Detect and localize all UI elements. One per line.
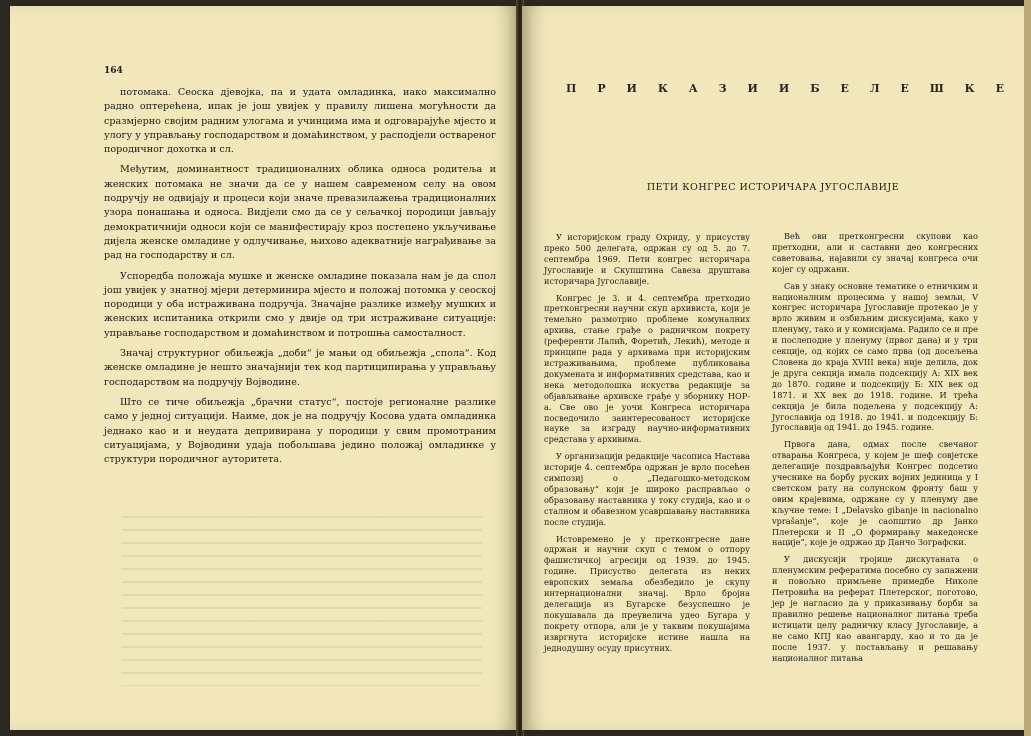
paragraph: Већ ови претконгресни скупови као претходни, али и саставни део конгресних саветовања, најавили су значај конгреса очи којег су одржани. — [772, 231, 978, 274]
page-number: 164 — [104, 66, 123, 76]
paragraph: У дискусији тројице дискутаната о пленумским рефератима посебно су запажени и повољно примљене примедбе Николе Петровића на реферат Плетерског, поготово, јер је нагласио да у приказивању борби за правилно решење националног питања треба истицати целу радничку класу Југославије, а не само КПЈ као авангарду, као и то да је после 1937. у постављању и решавању националног питања — [772, 554, 978, 663]
heading-letter: П — [566, 82, 579, 95]
heading-letter: К — [657, 82, 670, 95]
heading-letter: Р — [597, 82, 608, 95]
paragraph: Успоредба положаја мушке и женске омладине показала нам је да спол још увијек у знатној мјери детерминира мјесто и положај потомка у сеоској породици у оба истраживана подручја. Значајне разлике између мушких и женских испитаника открили смо у двије од три истраживане ситуације: управљање господарством и домаћинством и потрошња самосталност. — [104, 270, 496, 339]
left-page-body — [104, 86, 496, 473]
right-page — [522, 6, 1024, 730]
bleed-through-text — [122, 516, 482, 686]
paragraph: Међутим, доминантност традиционалних облика односа родитеља и женских потомака не значи да се у нашем савременом селу на овом подручју не одвијају и процеси који значе превазилажења традиционалних узора понашања и односа. Видјели смо да се у сељачкој породици јављају демократичнији односи који се манифестирају кроз постепено укључивање дијела женске омладине у одлучивање, њихово адекватније награђивање за рад на господарству и сл. — [104, 164, 496, 262]
text-column-2 — [772, 231, 978, 669]
heading-letter: Л — [869, 82, 882, 95]
paragraph: У организацији редакције часописа Настава историје 4. септембра одржан је врло посећен симпозиј о „Педагошко-методском образовању“ који је широко расправљао о образовању наставника у току студија, као и о сталном и обавезном усавршавању наставника после студија. — [544, 451, 750, 527]
paragraph: Истовремено је у претконгресне дане одржан и научни скуп с темом о отпору фашистичкој агресији од 1939. до 1945. године. Присуство делегата из неких европских земаља обезбедило је скупу интернационални значај. Врло бројна делегација из Бугарске безуспешно је покушавала да преувелича удео Бугара у покрету отпора, али је у таквим покушајима извргнута историјске истине нашла на једнодушну осуду присутних. — [544, 533, 750, 653]
section-heading — [566, 82, 1006, 95]
paragraph: У историјском граду Охриду, у присуству преко 500 делегата, одржан су од 5. до 7. септембра 1969. Пети конгрес историчара Југославије и Скупштина Савеза друштава историчара Југославије. — [544, 232, 750, 286]
paragraph: потомака. Сеоска дјевојка, па и удата омладинка, иако максимално радно оптерећена, ипак је још увијек у правилу лишена могућности да сразмјерно својим радним улогама и учинцима има и одговарајуће мјесто и улогу у управљању господарством и домаћинством, у расподјели оствареног породичног дохотка и сл. — [104, 87, 496, 156]
heading-letter: К — [964, 82, 977, 95]
paragraph: Конгрес је 3. и 4. септембра претходио претконгресни научни скуп архивиста, који је темељно размотрио проблеме комуналних архива, стање грађе о радничком покрету (референти Лалић, Форетић, Лекић), методе и принципе рада у архивама при историјским истраживањима, проблеме публиковања докумената и информативних средстава, као и нека методолошка искуства редакције за објављивање архивске грађе у зборнику НОР-а. Све ово је уочи Конгреса историчара посведочило заинтересованост историјске науке за изграду научно-информативних средстава у архивима. — [544, 292, 750, 445]
paragraph: Што се тиче обиљежја „брачни статус“, постоје регионалне разлике само у једној ситуацији. Наиме, док је на подручју Косова удата омладинка једнако као и и неудата депривирана у породици у свим промотраним ситуацијама, у Војводини удаја побољшава једино положај омладинке у структури породичног ауторитета. — [104, 396, 496, 466]
heading-letter: З — [718, 82, 729, 95]
heading-letter: Б — [810, 82, 822, 95]
heading-letter: Е — [995, 82, 1006, 95]
heading-letter: А — [688, 82, 700, 95]
paragraph: Значај структурног обиљежја „доби“ је мањи од обиљежја „спола“. Код женске омладине је нешто значајнији тек код партиципирања у управљању господарством на подручју Војводине. — [104, 348, 496, 388]
heading-letter: И — [747, 82, 760, 95]
heading-letter: Е — [840, 82, 851, 95]
heading-letter: Ш — [929, 82, 946, 95]
heading-letter: И — [778, 82, 792, 95]
paragraph: Сав у знаку основне тематике о етничким и националним процесима у нашој земљи, V конгрес историчара Југославије протекао је у врло живим и озбиљним дискусијама, како у пленуму, тако и у комисијама. Радило се и пре и послеподне у пленуму (првог дана) и у три секције, од којих се само прва (од досељења Словена до краја XVIII века) није делила, док је друга секција имала подсекцију А: XIX век до 1870. године и подсекцију Б: XIX век од 1871. и XX век до 1918. године. И трећа секција је била подељена у подсекцију А: Југославија од 1918. до 1941. и подсекцију Б: Југославија од 1941. до 1945. године. — [772, 280, 978, 433]
page-edge — [1024, 0, 1031, 736]
heading-letter: И — [626, 82, 639, 95]
left-page — [10, 6, 518, 730]
article-title: ПЕТИ КОНГРЕС ИСТОРИЧАРА ЈУГОСЛАВИЈЕ — [646, 182, 900, 193]
text-column-1 — [544, 232, 750, 660]
paragraph: Првога дана, одмах после свечаног отварања Конгреса, у којем је шеф совјетске делегације поздрављајући Конгрес подсетио учеснике на борбу руских војних јединица у I светском рату на солунском фронту баш у овим крајевима, одржане су у пленуму две кључне теме: I „Delavsko gibanje in nacionalno vprašanje“, које је саопштио др Јанко Плетерски и II „О формирању македонске нације“, које је одржао др Данчо Зографски. — [772, 439, 978, 548]
heading-letter: Е — [900, 82, 911, 95]
